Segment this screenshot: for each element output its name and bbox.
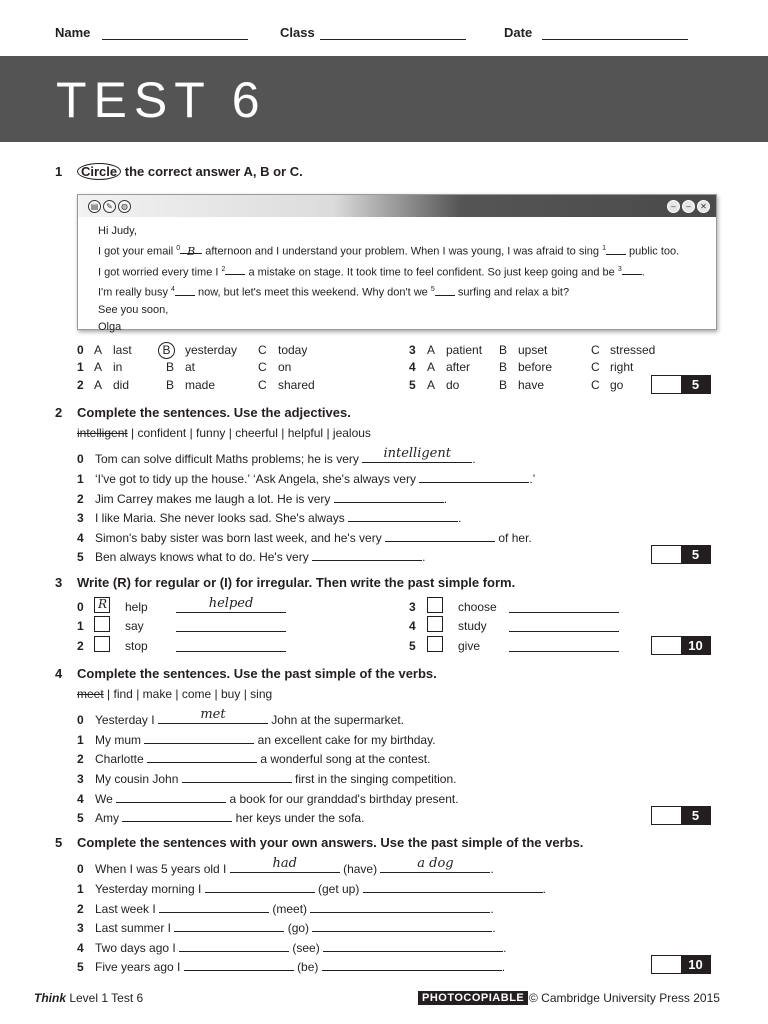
maximize-icon[interactable]: – (682, 200, 695, 213)
option-b[interactable]: at (185, 360, 196, 374)
verb-blank[interactable] (184, 958, 294, 971)
letter-b: B (166, 360, 175, 374)
sentence-text: Ben always knows what to do. He's very (95, 550, 313, 564)
close-icon[interactable]: ✕ (697, 200, 710, 213)
item-number: 0 (77, 862, 84, 876)
option-c[interactable]: today (278, 343, 308, 357)
item-number: 1 (77, 882, 84, 896)
answer-blank[interactable] (509, 600, 619, 616)
sentence-text: Tom can solve difficult Maths problems; he is very (95, 452, 363, 466)
option-a[interactable]: patient (446, 343, 483, 357)
sentence-text: Yesterday I (95, 713, 158, 727)
item-number: 1 (77, 360, 84, 374)
email-title-bar (78, 195, 716, 217)
question-number: 5 (55, 835, 63, 850)
word: helpful (287, 426, 324, 440)
verb: study (458, 619, 487, 633)
email-greeting: Hi Judy, (98, 225, 137, 237)
verb: help (125, 600, 148, 614)
sentence-row (77, 529, 532, 545)
answer-blank[interactable] (116, 790, 226, 803)
sentence-text: . (422, 550, 426, 564)
letter-a: A (427, 378, 436, 392)
text: I got worried every time I (98, 266, 222, 279)
sentence-text: Amy (95, 811, 123, 825)
question-instruction: Complete the sentences. Use the past simple of the verbs. (77, 666, 437, 681)
word: come (181, 687, 212, 701)
option-a[interactable]: do (446, 378, 460, 392)
word: buy (220, 687, 241, 701)
question-instruction (77, 164, 303, 179)
print-icon[interactable]: ▤ (88, 200, 101, 213)
regular-irregular-box[interactable] (94, 597, 110, 613)
score-total: 5 (681, 546, 710, 563)
circle-word: Circle (77, 163, 121, 180)
sentence-text: Charlotte (95, 752, 148, 766)
regular-irregular-box[interactable] (427, 597, 443, 613)
answer-blank[interactable] (334, 490, 444, 503)
item-number: 1 (77, 619, 84, 633)
answer-blank[interactable] (122, 809, 232, 822)
book-title: Think (34, 991, 66, 1005)
answer-blank[interactable] (182, 770, 292, 783)
gap-3[interactable] (622, 264, 642, 275)
separator: | (214, 687, 218, 701)
item-number: 5 (409, 639, 416, 653)
sentence-text: We (95, 792, 117, 806)
letter-c: C (591, 343, 600, 357)
gap-2[interactable] (225, 264, 245, 275)
sentence-text: Yesterday morning I (95, 882, 205, 896)
verb-prompt: (be) (297, 960, 319, 974)
sentence-row (77, 509, 461, 525)
item-number: 4 (77, 941, 84, 955)
item-number: 5 (77, 550, 84, 564)
option-c[interactable]: on (278, 360, 292, 374)
letter-b: B (166, 378, 175, 392)
minimize-icon[interactable]: – (667, 200, 680, 213)
answer-blank[interactable] (419, 470, 529, 483)
answer-blank[interactable] (385, 529, 495, 542)
item-number: 4 (409, 619, 416, 633)
letter-b-circled: B (158, 342, 175, 359)
text: I'm really busy (98, 286, 172, 299)
item-number: 3 (77, 921, 84, 935)
letter-c: C (258, 378, 267, 392)
sentence-row (77, 919, 496, 935)
item-number: 1 (77, 472, 84, 486)
sentence-text: her keys under the sofa. (232, 811, 365, 825)
gap-4[interactable] (175, 285, 195, 296)
word: find (113, 687, 133, 701)
example-answer: intelligent (383, 446, 451, 461)
sentence-text: I like Maria. She never looks sad. She's always (95, 511, 349, 525)
answer-blank[interactable] (509, 619, 619, 635)
example-answer: R (98, 597, 108, 611)
word: jealous (332, 426, 371, 440)
score-box[interactable] (651, 545, 711, 564)
score-total: 5 (681, 807, 710, 824)
verb-blank[interactable] (205, 880, 315, 893)
regular-irregular-box[interactable] (94, 636, 110, 652)
sentence-text: .’ (529, 472, 536, 486)
item-number: 2 (77, 492, 84, 506)
photocopiable-badge: PHOTOCOPIABLE (418, 991, 528, 1005)
email-body (98, 223, 679, 336)
sentence-text: of her. (495, 531, 532, 545)
gap-number: 0 (176, 245, 181, 252)
verb-prompt: (have) (343, 862, 378, 876)
name-field[interactable] (102, 39, 248, 40)
text: I got your email (98, 245, 177, 258)
globe-icon[interactable]: ◍ (118, 200, 131, 213)
answer-blank[interactable] (176, 596, 286, 616)
sentence-text: . (490, 902, 494, 916)
example-answer: a dog (417, 856, 454, 871)
letter-c: C (591, 360, 600, 374)
sentence-row (77, 900, 494, 916)
word-box (77, 687, 272, 701)
sentence-text: Simon's baby sister was born last week, and he's very (95, 531, 386, 545)
word: intelligent (77, 426, 128, 440)
word: cheerful (235, 426, 278, 440)
sentence-text: Five years ago I (95, 960, 184, 974)
option-b[interactable]: yesterday (185, 343, 238, 357)
gap-5[interactable] (435, 285, 455, 296)
gap-number: 3 (617, 265, 622, 273)
letter-b: B (499, 378, 508, 392)
text: afternoon and I understand your problem. When I was young, I was afraid to sing (202, 245, 603, 258)
sentence-text: Jim Carrey makes me laugh a lot. He is very (95, 492, 334, 506)
text: public too. (625, 245, 680, 258)
gap-1[interactable] (606, 244, 626, 255)
sentence-row (77, 548, 425, 564)
regular-irregular-box[interactable] (94, 616, 110, 632)
text: now, but let's meet this weekend. Why don't we (194, 286, 431, 299)
sentence-text: . (443, 492, 448, 506)
class-label: Class (280, 25, 315, 40)
sentence-text: . (458, 511, 462, 525)
footer-book-info (34, 991, 143, 1005)
separator: | (281, 426, 285, 440)
word: make (142, 687, 173, 701)
regular-irregular-box[interactable] (427, 616, 443, 632)
letter-a: A (427, 343, 436, 357)
sentence-text: a wonderful song at the contest. (257, 752, 431, 766)
score-box[interactable] (651, 375, 711, 394)
answer-blank[interactable] (147, 750, 257, 763)
question-number: 1 (55, 164, 63, 179)
option-c[interactable]: go (610, 378, 624, 392)
sentence-text: ‘I've got to tidy up the house.’ ‘Ask Angela, she's always very (95, 472, 420, 486)
sentence-text: . (492, 921, 496, 935)
letter-a: A (94, 343, 103, 357)
letter-c: C (591, 378, 600, 392)
answer-blank[interactable] (312, 548, 422, 561)
item-number: 1 (77, 733, 84, 747)
copyright: © Cambridge University Press 2015 (529, 991, 720, 1005)
email-window (77, 194, 717, 333)
answer-blank[interactable] (323, 939, 503, 952)
question-instruction: Write (R) for regular or (I) for irregular. Then write the past simple form. (77, 575, 516, 590)
item-number: 5 (77, 960, 84, 974)
example-answer: helped (208, 596, 254, 611)
separator: | (107, 687, 111, 701)
separator: | (228, 426, 232, 440)
option-c[interactable]: shared (278, 378, 315, 392)
sentence-text: . (503, 941, 507, 955)
verb-blank[interactable] (174, 919, 284, 932)
separator: | (175, 687, 179, 701)
gap-number: 1 (602, 245, 606, 252)
verb-blank[interactable] (179, 939, 289, 952)
verb-prompt: (get up) (317, 882, 360, 896)
class-field[interactable] (320, 39, 466, 40)
option-c[interactable]: stressed (610, 343, 656, 357)
example-answer: met (200, 707, 226, 722)
verb: give (458, 639, 481, 653)
letter-b: B (499, 343, 508, 357)
word-box (77, 426, 371, 440)
verb-prompt: (go) (287, 921, 310, 935)
score-total: 10 (681, 637, 710, 654)
question-instruction: Complete the sentences with your own answers. Use the past simple of the verbs. (77, 835, 584, 850)
separator: | (243, 687, 247, 701)
answer-blank[interactable] (144, 731, 254, 744)
sentence-text: My mum (95, 733, 145, 747)
verb-prompt: (see) (292, 941, 320, 955)
item-number: 4 (409, 360, 416, 374)
sentence-text: . (472, 452, 476, 466)
sentence-text: . (490, 862, 494, 876)
regular-irregular-box[interactable] (427, 636, 443, 652)
email-line-2 (98, 261, 679, 282)
answer-blank[interactable] (509, 639, 619, 655)
item-number: 3 (409, 600, 416, 614)
sentence-row (77, 939, 506, 955)
verb-prompt: (meet) (272, 902, 308, 916)
item-number: 5 (77, 811, 84, 825)
gap-number: 4 (171, 286, 175, 294)
email-closing: See you soon, (98, 303, 169, 316)
email-signature: Olga (98, 320, 122, 333)
verb-blank[interactable] (159, 900, 269, 913)
separator: | (189, 426, 193, 440)
question-number: 4 (55, 666, 63, 681)
verb: stop (125, 639, 148, 653)
item-number: 3 (409, 343, 416, 357)
item-number: 0 (77, 713, 84, 727)
item-number: 4 (77, 531, 84, 545)
sentence-row (77, 880, 546, 896)
sentence-row (77, 790, 459, 806)
item-number: 3 (77, 511, 84, 525)
option-c[interactable]: right (610, 360, 634, 374)
sentence-text: . (542, 882, 547, 896)
separator: | (326, 426, 330, 440)
word: funny (196, 426, 226, 440)
item-number: 3 (77, 772, 84, 786)
verb-blank[interactable] (230, 856, 340, 873)
level-info: Level 1 Test 6 (66, 991, 144, 1005)
sentence-row (77, 446, 476, 466)
date-field[interactable] (542, 39, 688, 40)
option-b[interactable]: made (185, 378, 216, 392)
option-b[interactable]: upset (518, 343, 548, 357)
sentence-row (77, 707, 405, 727)
sentence-row (77, 470, 535, 486)
answer-blank[interactable] (362, 446, 472, 463)
question-number: 2 (55, 405, 63, 420)
sentence-row (77, 856, 494, 876)
sentence-text: first in the singing competition. (291, 772, 457, 786)
letter-c: C (258, 343, 267, 357)
word: confident (137, 426, 187, 440)
sentence-row (77, 490, 447, 506)
gap-number: 5 (430, 286, 435, 294)
sentence-text: an excellent cake for my birthday. (254, 733, 436, 747)
verb: say (125, 619, 144, 633)
item-number: 5 (409, 378, 416, 392)
option-b[interactable]: have (518, 378, 545, 392)
answer-blank[interactable] (176, 619, 286, 635)
sentence-text: . (501, 960, 506, 974)
sentence-text: When I was 5 years old I (95, 862, 230, 876)
score-box[interactable] (651, 636, 711, 655)
item-number: 0 (77, 600, 84, 614)
sentence-row (77, 731, 436, 747)
letter-a: A (94, 360, 103, 374)
email-line-3 (98, 281, 679, 302)
text: surfing and relax a bit? (454, 286, 570, 299)
text: a mistake on stage. It took time to feel confident. So just keep going and be (245, 266, 618, 279)
text: . (641, 266, 645, 279)
item-number: 0 (77, 452, 84, 466)
word: sing (250, 687, 273, 701)
separator: | (131, 426, 135, 440)
sentence-row (77, 809, 364, 825)
instruction-text: the correct answer A, B or C. (121, 164, 303, 179)
page-title: TEST 6 (56, 72, 267, 128)
answer-blank[interactable] (158, 707, 268, 724)
sentence-row (77, 750, 430, 766)
example-answer: had (272, 856, 297, 871)
item-number: 2 (77, 752, 84, 766)
score-box[interactable] (651, 806, 711, 825)
answer-blank[interactable] (176, 639, 286, 655)
question-instruction: Complete the sentences. Use the adjectives. (77, 405, 351, 420)
item-number: 2 (77, 378, 84, 392)
attach-icon[interactable]: ✎ (103, 200, 116, 213)
sentence-text: John at the supermarket. (267, 713, 405, 727)
example-answer: B (187, 244, 196, 258)
gap-number: 2 (221, 265, 226, 273)
option-a[interactable]: in (113, 360, 123, 374)
answer-blank[interactable] (363, 880, 543, 893)
date-label: Date (504, 25, 533, 40)
score-total: 5 (681, 376, 710, 393)
sentence-text: a book for our granddad's birthday present. (226, 792, 459, 806)
verb: choose (458, 600, 497, 614)
option-a[interactable]: did (113, 378, 130, 392)
option-a[interactable]: last (113, 343, 132, 357)
sentence-row (77, 958, 505, 974)
letter-a: A (94, 378, 103, 392)
answer-blank[interactable] (312, 919, 492, 932)
gap-0 (180, 243, 202, 258)
letter-c: C (258, 360, 267, 374)
email-line-1 (98, 240, 679, 261)
letter-a: A (427, 360, 436, 374)
question-number: 3 (55, 575, 63, 590)
separator: | (136, 687, 140, 701)
score-box[interactable] (651, 955, 711, 974)
option-a[interactable]: after (446, 360, 471, 374)
option-b[interactable]: before (518, 360, 553, 374)
item-number: 2 (77, 902, 84, 916)
letter-b: B (499, 360, 508, 374)
word: meet (77, 687, 104, 701)
sentence-text: Last week I (95, 902, 160, 916)
sentence-text: Two days ago I (95, 941, 180, 955)
item-number: 0 (77, 343, 84, 357)
item-number: 4 (77, 792, 84, 806)
answer-blank[interactable] (322, 958, 502, 971)
answer-blank[interactable] (380, 856, 490, 873)
answer-blank[interactable] (310, 900, 490, 913)
name-label: Name (55, 25, 91, 40)
sentence-text: Last summer I (95, 921, 175, 935)
sentence-row (77, 770, 456, 786)
sentence-text: My cousin John (95, 772, 182, 786)
answer-blank[interactable] (348, 509, 458, 522)
score-total: 10 (681, 956, 710, 973)
item-number: 2 (77, 639, 84, 653)
